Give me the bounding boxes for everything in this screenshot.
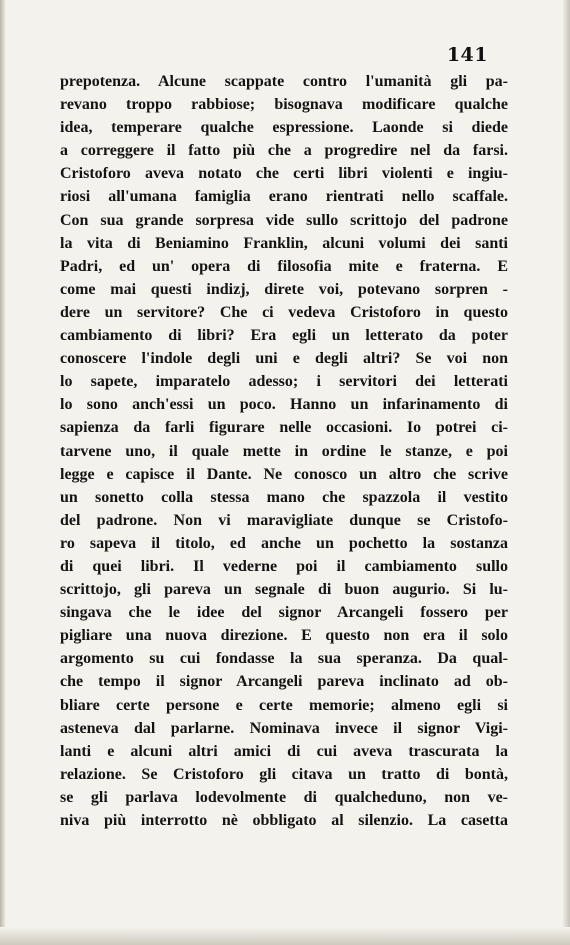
text-line: niva più interrotto nè obbligato al silenzio. La casetta: [60, 812, 508, 829]
text-line: idea, temperare qualche espressione. Laonde si diede: [60, 119, 508, 137]
body-text: [60, 70, 508, 832]
text-line: lo sono anch'essi un poco. Hanno un infarinamento di: [60, 396, 508, 414]
text-line: asteneva dal parlarne. Nominava invece il signor Vigi-: [60, 719, 508, 737]
text-line: scrittojo, gli pareva un segnale di buon augurio. Si lu-: [60, 581, 508, 599]
text-line: un sonetto colla stessa mano che spazzola il vestito: [60, 488, 508, 506]
text-line: riosi all'umana famiglia erano rientrati nello scaffale.: [60, 188, 508, 206]
text-line: Cristoforo aveva notato che certi libri violenti e ingiu-: [60, 165, 508, 183]
page-edge-right: [562, 0, 570, 945]
page-edge-bottom: [0, 927, 570, 945]
text-line: revano troppo rabbiose; bisognava modificare qualche: [60, 96, 508, 114]
text-line: sapienza da farli figurare nelle occasioni. Io potrei ci-: [60, 419, 508, 437]
text-line: lanti e alcuni altri amici di cui aveva trascurata la: [60, 742, 508, 760]
text-line: del padrone. Non vi maravigliate dunque se Cristofo-: [60, 511, 508, 529]
text-line: prepotenza. Alcune scappate contro l'umanità gli pa-: [60, 73, 508, 90]
text-line: ro sapeva il titolo, ed anche un pochetto la sostanza: [60, 534, 508, 552]
text-line: la vita di Beniamino Franklin, alcuni volumi dei santi: [60, 234, 508, 252]
text-line: se gli parlava lodevolmente di qualcheduno, non ve-: [60, 788, 508, 806]
text-line: relazione. Se Cristoforo gli citava un tratto di bontà,: [60, 765, 508, 783]
text-line: pigliare una nuova direzione. E questo non era il solo: [60, 627, 508, 645]
text-line: cambiamento di libri? Era egli un letterato da poter: [60, 327, 508, 345]
text-line: lo sapete, imparatelo adesso; i servitori dei letterati: [60, 373, 508, 391]
text-line: conoscere l'indole degli uni e degli altri? Se voi non: [60, 350, 508, 368]
text-line: di quei libri. Il vederne poi il cambiamento sullo: [60, 557, 508, 575]
text-line: singava che le idee del signor Arcangeli fossero per: [60, 604, 508, 622]
text-line: legge e capisce il Dante. Ne conosco un altro che scrive: [60, 465, 508, 483]
page-number: 141: [446, 44, 488, 66]
page-edge-left: [0, 0, 6, 945]
text-line: dere un servitore? Che ci vedeva Cristoforo in questo: [60, 303, 508, 321]
text-line: bliare certe persone e certe memorie; almeno egli si: [60, 696, 508, 714]
text-line: argomento su cui fondasse la sua speranza. Da qual-: [60, 650, 508, 668]
text-line: Con sua grande sorpresa vide sullo scrittojo del padrone: [60, 211, 508, 229]
text-line: come mai questi indizj, direte voi, potevano sorpren -: [60, 280, 508, 298]
text-line: che tempo il signor Arcangeli pareva inclinato ad ob-: [60, 673, 508, 691]
text-line: tarvene uno, il quale mette in ordine le stanze, e poi: [60, 442, 508, 460]
text-line: a correggere il fatto più che a progredire nel da farsi.: [60, 142, 508, 160]
text-line: Padri, ed un' opera di filosofia mite e fraterna. E: [60, 257, 508, 275]
